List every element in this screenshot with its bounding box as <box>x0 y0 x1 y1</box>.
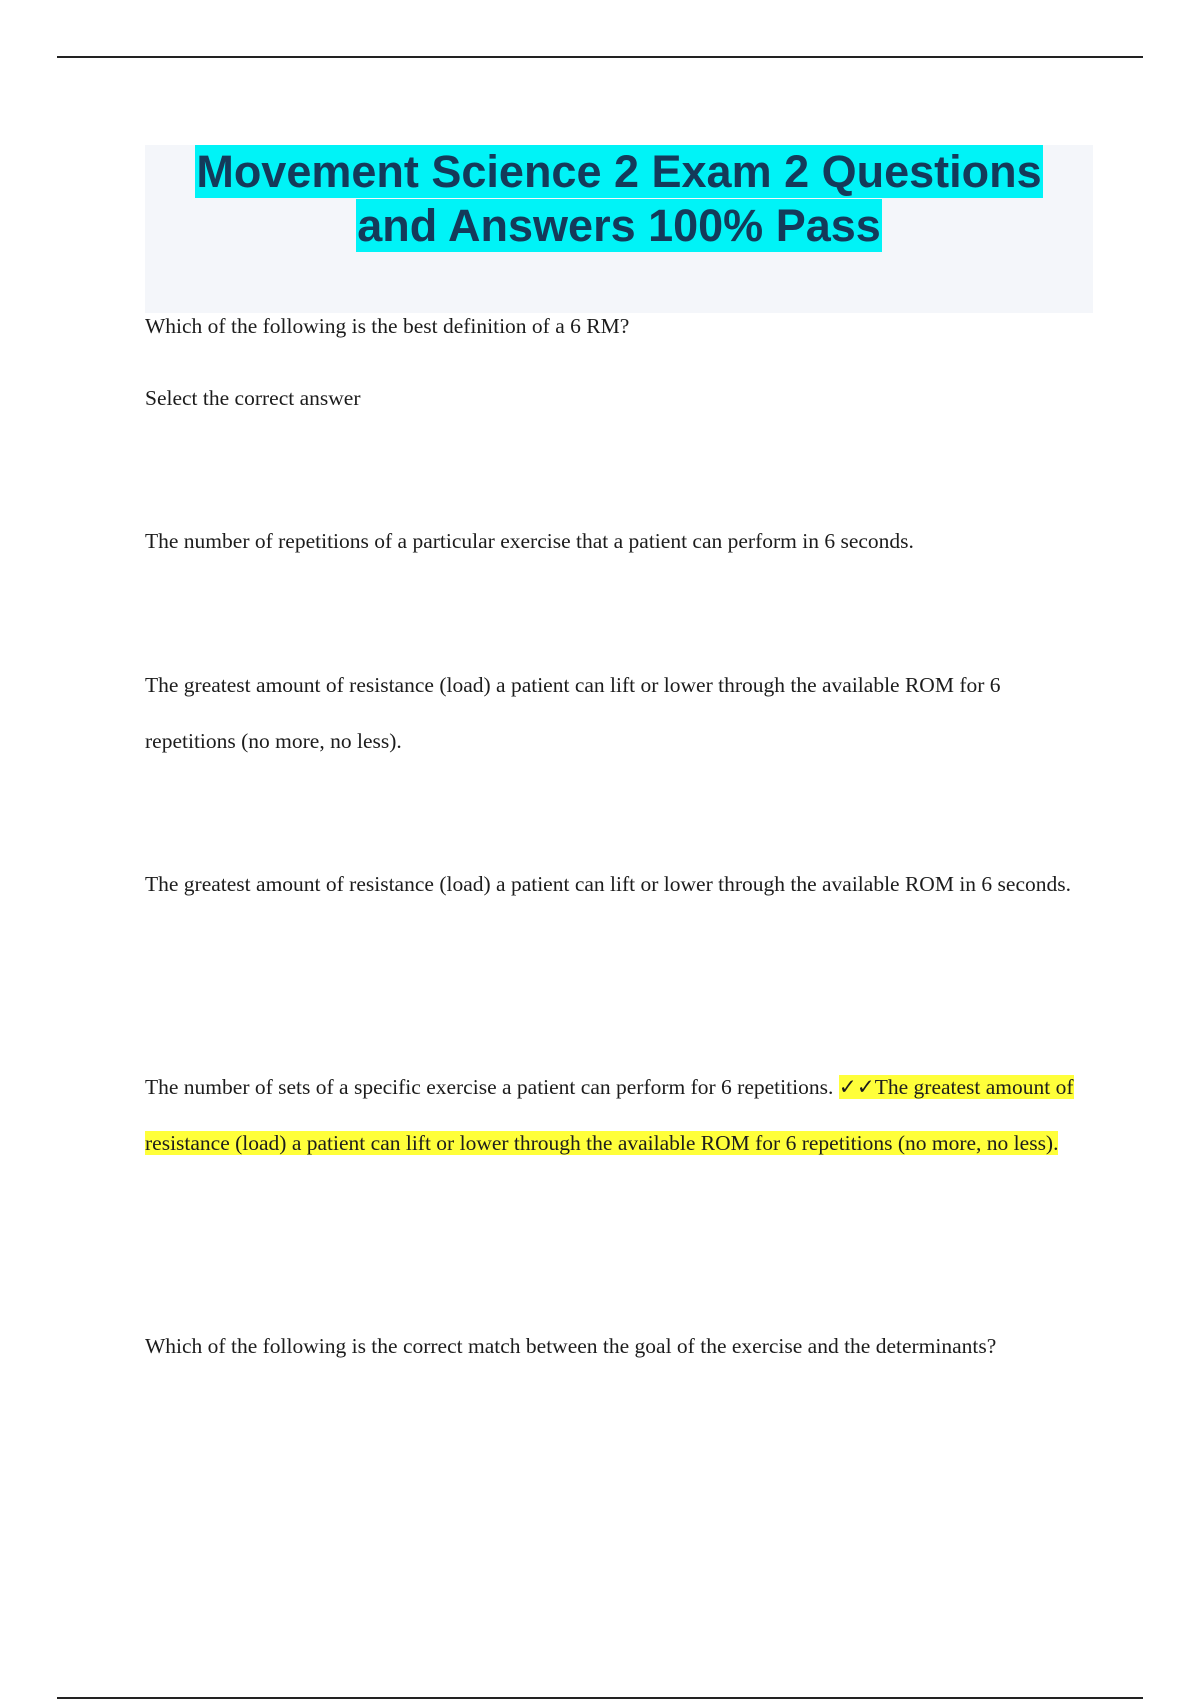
header-rule <box>57 56 1143 58</box>
checkmark-icon: ✓✓ <box>838 1075 875 1099</box>
question-1-text: Which of the following is the best definition of a 6 RM? <box>145 314 630 338</box>
title-block <box>145 145 1093 313</box>
option-4: The number of sets of a specific exercise a patient can perform for 6 repetitions. <box>145 1075 834 1099</box>
correct-answer: The greatest amount of resistance (load) a patient can lift or lower through the available ROM for 6 repetitions (no more, no less). <box>145 1075 1074 1155</box>
title-line-2: and Answers 100% Pass <box>357 200 881 251</box>
footer-rule <box>57 1697 1143 1699</box>
option-2: The greatest amount of resistance (load) a patient can lift or lower through the available ROM for 6 repetitions (no more, no less). <box>145 673 1001 753</box>
question-2-text: Which of the following is the correct match between the goal of the exercise and the determinants? <box>145 1334 997 1358</box>
option-3: The greatest amount of resistance (load) a patient can lift or lower through the available ROM in 6 seconds. <box>145 872 1071 896</box>
title-line-1: Movement Science 2 Exam 2 Questions <box>196 146 1042 197</box>
question-1-instruction: Select the correct answer <box>145 386 361 410</box>
option-4-with-answer <box>145 1059 1085 1171</box>
option-1: The number of repetitions of a particular exercise that a patient can perform in 6 seconds. <box>145 529 914 553</box>
document-title <box>145 145 1093 253</box>
